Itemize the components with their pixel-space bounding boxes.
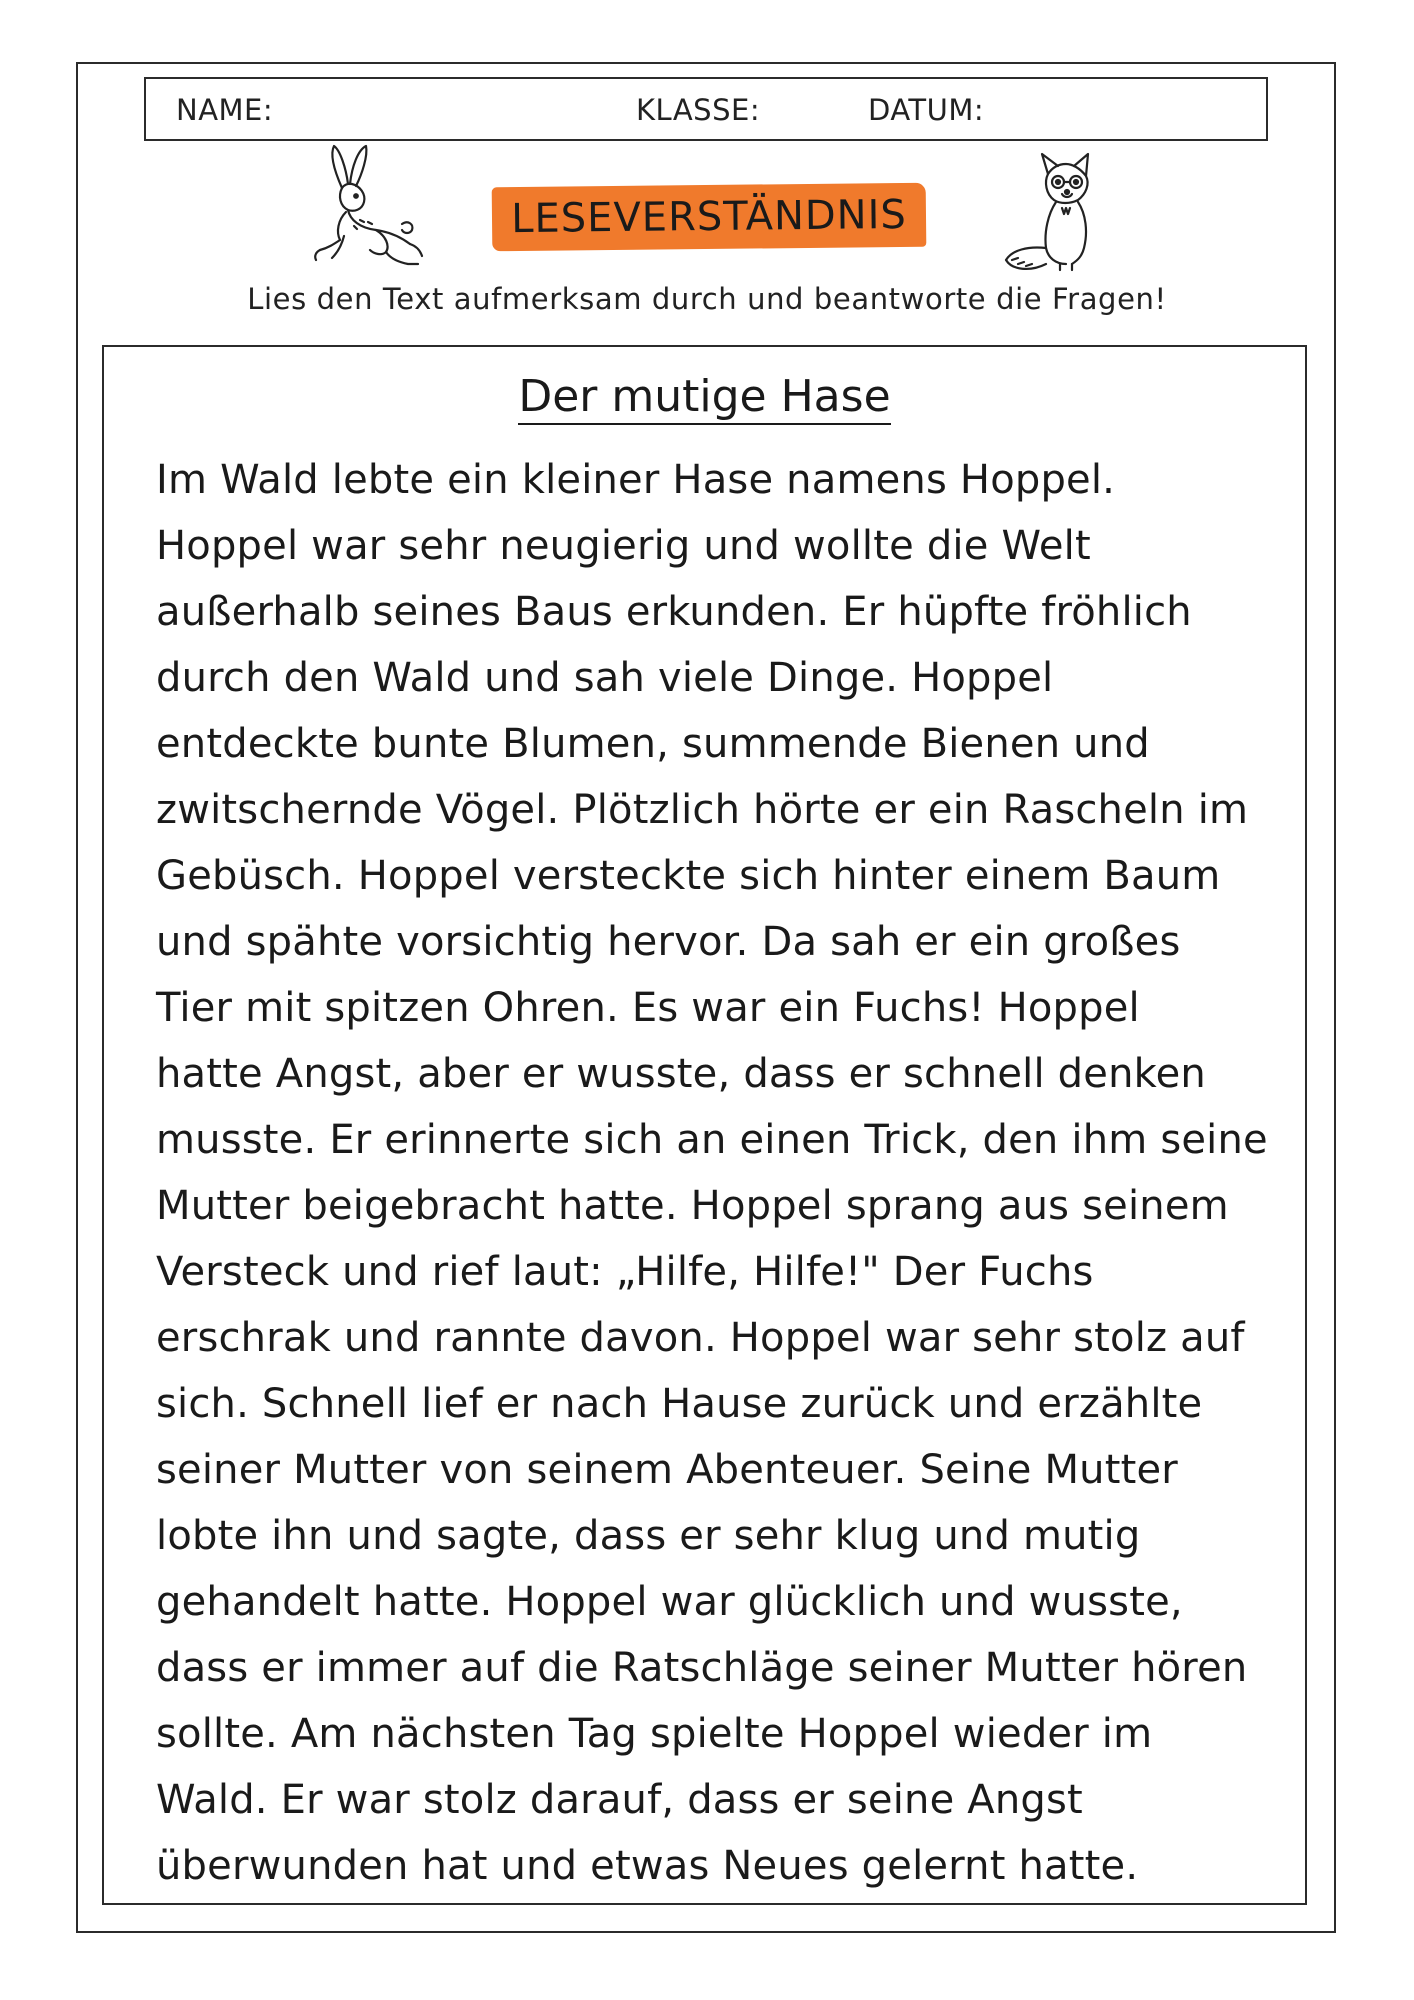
story-title xyxy=(104,365,1305,429)
story-line: Mutter beigebracht hatte. Hoppel sprang aus seinem xyxy=(156,1183,1229,1229)
story-line: außerhalb seines Baus erkunden. Er hüpfte fröhlich xyxy=(156,589,1192,635)
story-line: überwunden hat und etwas Neues gelernt hatte. xyxy=(156,1843,1139,1889)
story-line: lobte ihn und sagte, dass er sehr klug und mutig xyxy=(156,1513,1141,1559)
story-line: Gebüsch. Hoppel versteckte sich hinter einem Baum xyxy=(156,853,1221,899)
worksheet-type-badge: LESEVERSTÄNDNIS xyxy=(492,183,927,252)
story-line: dass er immer auf die Ratschläge seiner Mutter hören xyxy=(156,1645,1248,1691)
story-line: gehandelt hatte. Hoppel war glücklich und wusste, xyxy=(156,1579,1183,1625)
fox-icon xyxy=(998,148,1118,278)
story-box xyxy=(102,345,1307,1905)
name-label: NAME: xyxy=(176,93,274,127)
story-line: seiner Mutter von seinem Abenteuer. Seine Mutter xyxy=(156,1447,1178,1493)
story-title-text: Der mutige Hase xyxy=(518,371,890,425)
story-line: Im Wald lebte ein kleiner Hase namens Hoppel. xyxy=(156,457,1116,503)
story-line: sich. Schnell lief er nach Hause zurück und erzählte xyxy=(156,1381,1203,1427)
story-line: musste. Er erinnerte sich an einen Trick, den ihm seine xyxy=(156,1117,1268,1163)
story-line: Tier mit spitzen Ohren. Es war ein Fuchs! Hoppel xyxy=(156,985,1140,1031)
story-text xyxy=(156,447,1286,1899)
story-line: sollte. Am nächsten Tag spielte Hoppel wieder im xyxy=(156,1711,1153,1757)
rabbit-icon xyxy=(290,140,430,280)
instruction-text: Lies den Text aufmerksam durch und beantworte die Fragen! xyxy=(247,282,1167,316)
story-line: Hoppel war sehr neugierig und wollte die Welt xyxy=(156,523,1091,569)
story-line: durch den Wald und sah viele Dinge. Hoppel xyxy=(156,655,1054,701)
datum-label: DATUM: xyxy=(868,93,985,127)
story-line: Wald. Er war stolz darauf, dass er seine Angst xyxy=(156,1777,1083,1823)
story-line: zwitschernde Vögel. Plötzlich hörte er ein Rascheln im xyxy=(156,787,1249,833)
klasse-label: KLASSE: xyxy=(636,93,761,127)
story-line: erschrak und rannte davon. Hoppel war sehr stolz auf xyxy=(156,1315,1245,1361)
story-line: und spähte vorsichtig hervor. Da sah er ein großes xyxy=(156,919,1181,965)
story-line: entdeckte bunte Blumen, summende Bienen und xyxy=(156,721,1150,767)
student-info-header xyxy=(144,77,1268,141)
story-line: Versteck und rief laut: „Hilfe, Hilfe!" Der Fuchs xyxy=(156,1249,1094,1295)
story-line: hatte Angst, aber er wusste, dass er schnell denken xyxy=(156,1051,1206,1097)
